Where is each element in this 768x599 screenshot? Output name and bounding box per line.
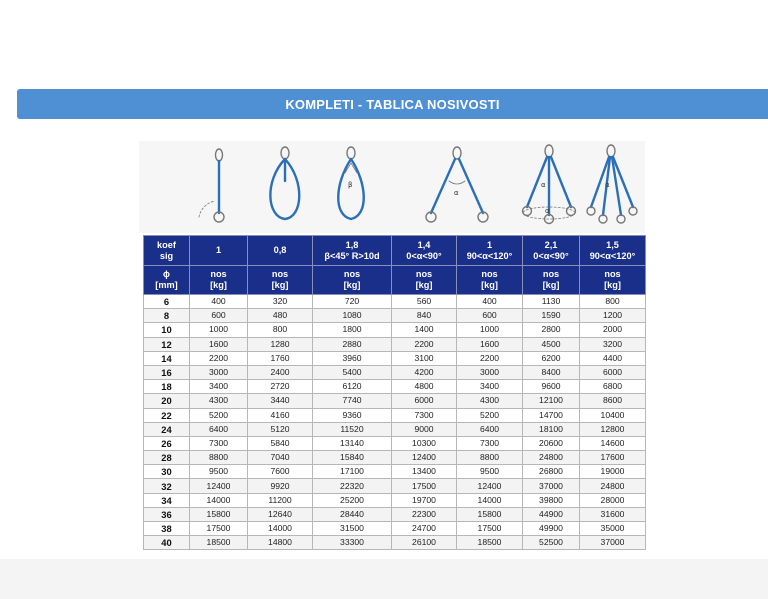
capacity-cell: 15840 (313, 451, 392, 465)
capacity-cell: 31600 (580, 507, 646, 521)
diameter-cell: 8 (144, 309, 190, 323)
diameter-cell: 12 (144, 337, 190, 351)
diameter-cell: 22 (144, 408, 190, 422)
table-row (144, 309, 646, 323)
capacity-cell: 14600 (580, 436, 646, 450)
capacity-cell: 14000 (457, 493, 523, 507)
capacity-cell: 5400 (313, 365, 392, 379)
unit-header-2 (248, 266, 313, 295)
coefficient-header-3 (313, 236, 392, 266)
diameter-cell: 36 (144, 507, 190, 521)
capacity-cell: 1280 (248, 337, 313, 351)
capacity-cell: 19700 (392, 493, 457, 507)
capacity-cell: 3200 (580, 337, 646, 351)
coefficient-header-line: 0<α<90° (533, 250, 569, 261)
capacity-cell: 320 (248, 295, 313, 309)
capacity-cell: 400 (190, 295, 248, 309)
coefficient-header-line: 1,4 (417, 239, 431, 250)
coefficient-header-row (144, 236, 646, 266)
alpha-angle-label-three-leg-base: α (545, 207, 550, 215)
capacity-cell: 24800 (523, 451, 580, 465)
table-row (144, 422, 646, 436)
capacity-cell: 14700 (523, 408, 580, 422)
diameter-cell: 30 (144, 465, 190, 479)
capacity-cell: 5120 (248, 422, 313, 436)
table-row (144, 394, 646, 408)
coefficient-header-line: 90<α<120° (466, 250, 513, 261)
capacity-cell: 6400 (457, 422, 523, 436)
sling-configurations-illustration (139, 141, 645, 233)
capacity-cell: 4500 (523, 337, 580, 351)
table-row (144, 337, 646, 351)
unit-header-line: [kg] (542, 280, 560, 290)
unit-header-6 (523, 266, 580, 295)
alpha-angle-label-four-leg: α (605, 181, 610, 189)
load-capacity-table (143, 235, 646, 550)
capacity-cell: 39800 (523, 493, 580, 507)
unit-header-4 (392, 266, 457, 295)
unit-header-line: nos (481, 269, 498, 279)
capacity-cell: 2400 (248, 365, 313, 379)
capacity-cell: 6400 (190, 422, 248, 436)
unit-header-line: ϕ (163, 269, 170, 279)
unit-header-line: nos (415, 269, 433, 279)
capacity-cell: 2800 (523, 323, 580, 337)
capacity-cell: 5200 (457, 408, 523, 422)
capacity-cell: 4300 (457, 394, 523, 408)
coefficient-header-5 (457, 236, 523, 266)
coefficient-header-2 (248, 236, 313, 266)
unit-header-3 (313, 266, 392, 295)
capacity-cell: 24800 (580, 479, 646, 493)
capacity-cell: 11520 (313, 422, 392, 436)
coefficient-header-line: 1 (486, 239, 493, 250)
capacity-cell: 9500 (457, 465, 523, 479)
capacity-cell: 4160 (248, 408, 313, 422)
capacity-cell: 1080 (313, 309, 392, 323)
alpha-angle-label-three-leg: α (541, 181, 546, 189)
coefficient-header-line: 0<α<90° (406, 250, 442, 261)
two-leg-sling-diagram (426, 147, 488, 222)
capacity-cell: 31500 (313, 522, 392, 536)
coefficient-header-7 (580, 236, 646, 266)
capacity-cell: 1590 (523, 309, 580, 323)
capacity-cell: 10400 (580, 408, 646, 422)
capacity-cell: 9920 (248, 479, 313, 493)
diameter-cell: 10 (144, 323, 190, 337)
table-row (144, 465, 646, 479)
table-row (144, 493, 646, 507)
capacity-cell: 1200 (580, 309, 646, 323)
capacity-cell: 52500 (523, 536, 580, 550)
coefficient-header-line: koef (157, 239, 176, 250)
capacity-cell: 800 (580, 295, 646, 309)
capacity-cell: 1600 (457, 337, 523, 351)
capacity-cell: 6000 (392, 394, 457, 408)
coefficient-header-1 (190, 236, 248, 266)
capacity-cell: 6120 (313, 380, 392, 394)
table-row (144, 451, 646, 465)
four-leg-sling-diagram (587, 145, 637, 223)
capacity-cell: 20600 (523, 436, 580, 450)
diameter-cell: 16 (144, 365, 190, 379)
beta-angle-label: β (348, 181, 353, 189)
table-row (144, 536, 646, 550)
capacity-cell: 8800 (457, 451, 523, 465)
capacity-cell: 7300 (392, 408, 457, 422)
choke-sling-diagram (270, 147, 299, 219)
capacity-cell: 3400 (190, 380, 248, 394)
capacity-cell: 6800 (580, 380, 646, 394)
capacity-cell: 22300 (392, 507, 457, 521)
diameter-cell: 40 (144, 536, 190, 550)
capacity-cell: 10300 (392, 436, 457, 450)
unit-header-line: nos (343, 269, 361, 279)
capacity-cell: 14000 (248, 522, 313, 536)
capacity-cell: 4300 (190, 394, 248, 408)
capacity-cell: 3960 (313, 351, 392, 365)
capacity-cell: 480 (248, 309, 313, 323)
table-row (144, 380, 646, 394)
capacity-cell: 2200 (190, 351, 248, 365)
capacity-cell: 840 (392, 309, 457, 323)
table-row (144, 522, 646, 536)
unit-header-line: [mm] (155, 280, 178, 290)
capacity-cell: 37000 (580, 536, 646, 550)
capacity-cell: 26800 (523, 465, 580, 479)
coefficient-header-line: sig (159, 250, 174, 261)
capacity-cell: 600 (190, 309, 248, 323)
capacity-cell: 3100 (392, 351, 457, 365)
unit-header-1 (190, 266, 248, 295)
capacity-cell: 720 (313, 295, 392, 309)
capacity-cell: 11200 (248, 493, 313, 507)
capacity-cell: 44900 (523, 507, 580, 521)
unit-header-line: nos (542, 269, 560, 279)
capacity-cell: 17500 (457, 522, 523, 536)
capacity-cell: 2200 (392, 337, 457, 351)
capacity-cell: 3000 (190, 365, 248, 379)
table-row (144, 479, 646, 493)
capacity-cell: 14000 (190, 493, 248, 507)
page-title: KOMPLETI - TABLICA NOSIVOSTI (17, 89, 768, 119)
capacity-cell: 600 (457, 309, 523, 323)
unit-header-row (144, 266, 646, 295)
diameter-cell: 18 (144, 380, 190, 394)
capacity-cell: 18500 (190, 536, 248, 550)
capacity-cell: 18100 (523, 422, 580, 436)
capacity-cell: 37000 (523, 479, 580, 493)
coefficient-header-0 (144, 236, 190, 266)
capacity-cell: 26100 (392, 536, 457, 550)
single-leg-sling-diagram (199, 149, 224, 222)
capacity-cell: 9600 (523, 380, 580, 394)
capacity-cell: 8600 (580, 394, 646, 408)
coefficient-header-line: 1,8 (345, 239, 359, 250)
unit-header-line: [kg] (210, 280, 227, 290)
diameter-cell: 6 (144, 295, 190, 309)
capacity-cell: 17600 (580, 451, 646, 465)
capacity-cell: 3400 (457, 380, 523, 394)
unit-header-line: nos (271, 269, 289, 279)
capacity-cell: 4400 (580, 351, 646, 365)
capacity-cell: 35000 (580, 522, 646, 536)
diameter-cell: 28 (144, 451, 190, 465)
unit-header-5 (457, 266, 523, 295)
coefficient-header-line: 1 (215, 245, 222, 255)
table-row (144, 408, 646, 422)
capacity-cell: 9360 (313, 408, 392, 422)
unit-header-line: [kg] (415, 280, 433, 290)
capacity-cell: 8400 (523, 365, 580, 379)
coefficient-header-line: 2,1 (544, 239, 558, 250)
capacity-cell: 400 (457, 295, 523, 309)
capacity-cell: 5840 (248, 436, 313, 450)
diameter-cell: 34 (144, 493, 190, 507)
capacity-cell: 1000 (457, 323, 523, 337)
capacity-cell: 1760 (248, 351, 313, 365)
capacity-cell: 8800 (190, 451, 248, 465)
capacity-cell: 7740 (313, 394, 392, 408)
coefficient-header-4 (392, 236, 457, 266)
capacity-cell: 12400 (190, 479, 248, 493)
unit-header-line: [kg] (343, 280, 361, 290)
capacity-cell: 15800 (457, 507, 523, 521)
diameter-cell: 14 (144, 351, 190, 365)
capacity-cell: 18500 (457, 536, 523, 550)
capacity-cell: 25200 (313, 493, 392, 507)
capacity-cell: 28000 (580, 493, 646, 507)
table-row (144, 365, 646, 379)
capacity-cell: 9000 (392, 422, 457, 436)
capacity-cell: 49900 (523, 522, 580, 536)
coefficient-header-line: 90<α<120° (589, 250, 636, 261)
capacity-cell: 7600 (248, 465, 313, 479)
capacity-cell: 2880 (313, 337, 392, 351)
capacity-cell: 19000 (580, 465, 646, 479)
capacity-cell: 4800 (392, 380, 457, 394)
capacity-cell: 7040 (248, 451, 313, 465)
capacity-cell: 28440 (313, 507, 392, 521)
capacity-cell: 2720 (248, 380, 313, 394)
capacity-cell: 9500 (190, 465, 248, 479)
capacity-cell: 4200 (392, 365, 457, 379)
capacity-cell: 560 (392, 295, 457, 309)
diameter-cell: 32 (144, 479, 190, 493)
table-row (144, 507, 646, 521)
diameter-cell: 24 (144, 422, 190, 436)
capacity-cell: 13400 (392, 465, 457, 479)
capacity-cell: 1400 (392, 323, 457, 337)
coefficient-header-line: 1,5 (606, 239, 619, 250)
capacity-cell: 22320 (313, 479, 392, 493)
capacity-cell: 12400 (457, 479, 523, 493)
unit-header-line: nos (604, 269, 621, 279)
capacity-cell: 3000 (457, 365, 523, 379)
unit-header-line: [kg] (481, 280, 498, 290)
capacity-cell: 12800 (580, 422, 646, 436)
capacity-cell: 24700 (392, 522, 457, 536)
capacity-cell: 800 (248, 323, 313, 337)
capacity-cell: 7300 (190, 436, 248, 450)
capacity-cell: 1800 (313, 323, 392, 337)
capacity-cell: 1000 (190, 323, 248, 337)
capacity-cell: 1130 (523, 295, 580, 309)
capacity-cell: 6200 (523, 351, 580, 365)
diameter-cell: 20 (144, 394, 190, 408)
unit-header-line: [kg] (271, 280, 289, 290)
capacity-cell: 3440 (248, 394, 313, 408)
diameter-cell: 26 (144, 436, 190, 450)
coefficient-header-line: β<45° R>10d (324, 250, 380, 261)
coefficient-header-6 (523, 236, 580, 266)
capacity-cell: 1600 (190, 337, 248, 351)
capacity-cell: 33300 (313, 536, 392, 550)
capacity-cell: 5200 (190, 408, 248, 422)
capacity-cell: 12400 (392, 451, 457, 465)
capacity-cell: 12100 (523, 394, 580, 408)
unit-header-7 (580, 266, 646, 295)
table-row (144, 436, 646, 450)
table-row (144, 323, 646, 337)
bottom-band (0, 559, 768, 599)
coefficient-header-line: 0,8 (273, 245, 287, 255)
alpha-angle-label-two-leg: α (454, 189, 459, 197)
capacity-cell: 17500 (190, 522, 248, 536)
diameter-cell: 38 (144, 522, 190, 536)
capacity-cell: 15800 (190, 507, 248, 521)
capacity-cell: 17500 (392, 479, 457, 493)
capacity-cell: 14800 (248, 536, 313, 550)
capacity-cell: 13140 (313, 436, 392, 450)
capacity-cell: 12640 (248, 507, 313, 521)
capacity-cell: 7300 (457, 436, 523, 450)
capacity-cell: 17100 (313, 465, 392, 479)
unit-header-0 (144, 266, 190, 295)
unit-header-line: [kg] (604, 280, 621, 290)
capacity-cell: 2000 (580, 323, 646, 337)
capacity-cell: 6000 (580, 365, 646, 379)
capacity-cell: 2200 (457, 351, 523, 365)
table-row (144, 295, 646, 309)
unit-header-line: nos (210, 269, 227, 279)
table-row (144, 351, 646, 365)
